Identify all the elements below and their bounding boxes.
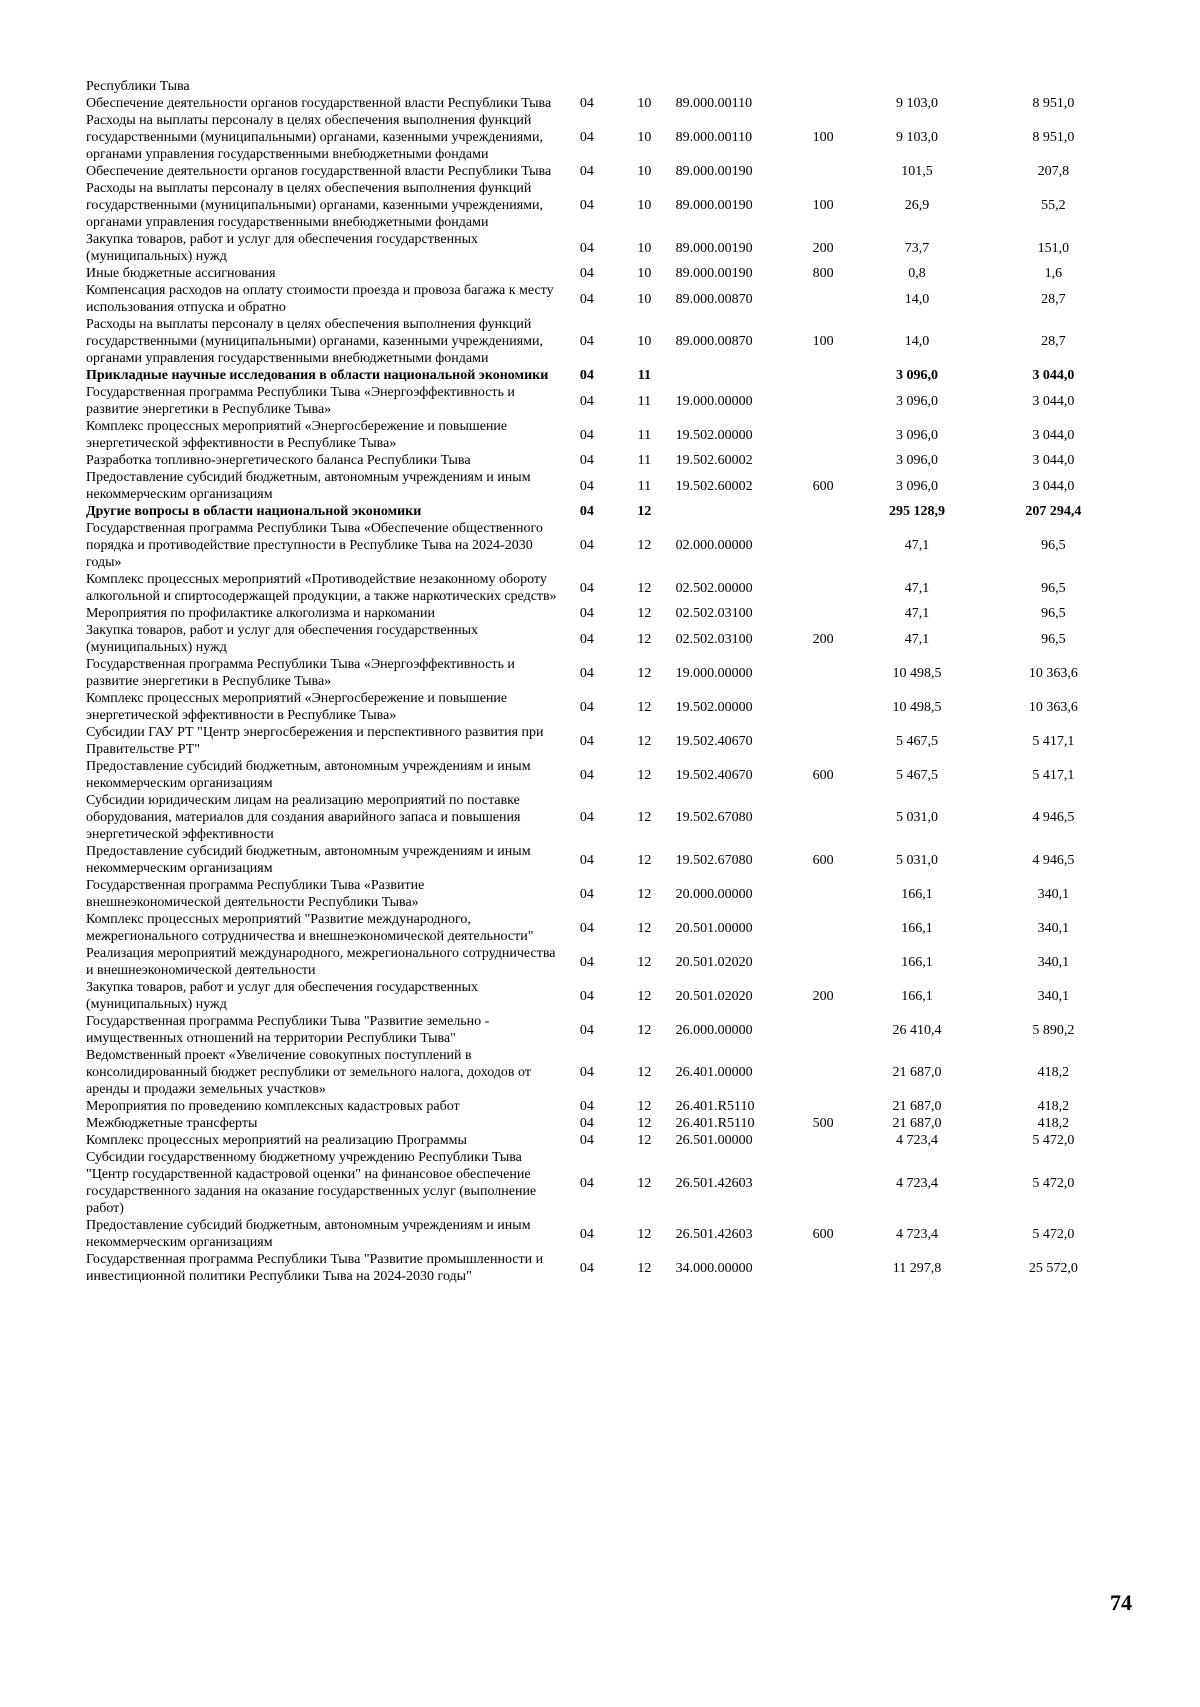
row-subsection: 10 <box>637 291 652 307</box>
row-expense-type <box>799 418 847 452</box>
table-row <box>86 469 1120 503</box>
row-section: 04 <box>579 1133 594 1148</box>
row-name: Закупка товаров, работ и услуг для обеспечения государственных (муниципальных) нужд <box>86 232 479 264</box>
row-expense-type <box>799 163 847 180</box>
row-name: Расходы на выплаты персоналу в целях обеспечения выполнения функций государственными (муниципальными) органами, казенными учреждениями, органами управления государственными внебюджетными фондами <box>86 317 543 366</box>
row-amount-year2: 96,5 <box>1041 631 1066 647</box>
row-name: Расходы на выплаты персоналу в целях обеспечения выполнения функций государственными (муниципальными) органами, казенными учреждениями, органами управления государственными внебюджетными фондами <box>86 113 543 162</box>
row-amount-year1: 3 096,0 <box>896 427 938 443</box>
row-subsection: 12 <box>637 504 652 519</box>
row-expense-type <box>799 1047 847 1098</box>
row-name: Государственная программа Республики Тыва "Развитие земельно - имущественных отношений на территории Республики Тыва" <box>86 1014 490 1046</box>
row-amount-year2: 1,6 <box>1044 266 1063 281</box>
row-amount-year1: 73,7 <box>904 240 930 256</box>
row-amount-year1 <box>847 78 986 95</box>
row-section: 04 <box>579 1175 594 1191</box>
row-name: Предоставление субсидий бюджетным, автономным учреждениям и иным некоммерческим организациям <box>86 759 531 791</box>
row-target-article: 34.000.00000 <box>675 1260 753 1276</box>
row-subsection: 12 <box>637 538 652 553</box>
row-amount-year1: 9 103,0 <box>896 130 938 145</box>
row-section: 04 <box>579 1099 594 1114</box>
row-subsection: 12 <box>637 852 652 868</box>
row-expense-type: 100 <box>812 198 834 213</box>
row-target-article: 19.502.40670 <box>675 733 753 749</box>
row-name: Межбюджетные трансферты <box>86 1116 258 1131</box>
table-row <box>86 316 1120 367</box>
row-name: Комплекс процессных мероприятий на реализацию Программы <box>86 1133 467 1148</box>
row-amount-year2: 418,2 <box>1037 1116 1070 1131</box>
row-name: Другие вопросы в области национальной экономики <box>86 504 422 519</box>
row-section: 04 <box>579 1226 594 1242</box>
row-amount-year1: 0,8 <box>908 266 926 281</box>
row-amount-year2: 96,5 <box>1041 580 1066 596</box>
row-target-article <box>676 503 799 520</box>
row-amount-year2: 418,2 <box>1037 1099 1070 1114</box>
row-target-article: 20.501.02020 <box>675 988 753 1004</box>
row-target-article: 89.000.00870 <box>675 291 753 307</box>
row-amount-year1: 3 096,0 <box>896 453 938 468</box>
row-expense-type <box>799 78 847 95</box>
row-amount-year1: 9 103,0 <box>896 96 938 111</box>
row-section: 04 <box>579 240 594 256</box>
row-expense-type <box>799 605 847 622</box>
table-row <box>86 163 1120 180</box>
row-target-article: 19.502.00000 <box>675 427 753 443</box>
row-subsection: 12 <box>637 1226 652 1242</box>
row-name: Комплекс процессных мероприятий «Энергосбережение и повышение энергетической эффективности в Республике Тыва» <box>86 419 508 451</box>
row-target-article: 89.000.00190 <box>675 198 753 213</box>
row-amount-year2: 28,7 <box>1041 291 1066 307</box>
row-target-article: 02.502.03100 <box>675 606 753 621</box>
row-amount-year1: 295 128,9 <box>889 504 945 519</box>
row-target-article: 02.502.00000 <box>675 580 753 596</box>
budget-table-body <box>86 78 1120 1285</box>
row-expense-type <box>799 690 847 724</box>
row-amount-year1: 4 723,4 <box>896 1133 938 1148</box>
table-row <box>86 78 1120 95</box>
row-section: 04 <box>579 733 594 749</box>
table-row <box>86 418 1120 452</box>
row-amount-year1: 47,1 <box>904 606 930 621</box>
table-row <box>86 112 1120 163</box>
row-amount-year1: 26 410,4 <box>892 1022 942 1038</box>
row-amount-year1: 5 467,5 <box>896 767 938 783</box>
row-expense-type <box>799 792 847 843</box>
row-target-article: 19.502.40670 <box>675 767 753 783</box>
row-target-article: 89.000.00190 <box>675 266 753 281</box>
row-amount-year2: 340,1 <box>1037 954 1070 970</box>
row-section: 04 <box>579 886 594 902</box>
row-target-article: 26.501.42603 <box>675 1226 753 1242</box>
row-name: Компенсация расходов на оплату стоимости проезда и провоза багажа к месту использования отпуска и обратно <box>86 283 554 315</box>
row-amount-year1: 166,1 <box>901 988 933 1004</box>
row-section: 04 <box>579 954 594 970</box>
row-expense-type <box>799 877 847 911</box>
row-subsection: 12 <box>637 580 652 596</box>
table-row <box>86 95 1120 112</box>
row-target-article: 26.501.00000 <box>675 1133 753 1148</box>
row-amount-year1: 3 096,0 <box>896 393 938 409</box>
row-amount-year1: 11 297,8 <box>892 1260 942 1276</box>
table-row <box>86 1098 1120 1115</box>
row-section: 04 <box>579 334 594 349</box>
row-name: Государственная программа Республики Тыва «Энергоэффективность и развитие энергетики в Республике Тыва» <box>86 385 515 417</box>
row-name: Обеспечение деятельности органов государственной власти Республики Тыва <box>86 164 552 179</box>
row-subsection: 10 <box>637 266 652 281</box>
row-amount-year1: 4 723,4 <box>896 1175 938 1191</box>
row-amount-year2: 5 472,0 <box>1032 1175 1075 1191</box>
row-subsection: 12 <box>637 920 652 936</box>
row-expense-type: 600 <box>812 852 834 868</box>
row-target-article: 19.000.00000 <box>675 665 753 681</box>
row-name: Государственная программа Республики Тыва «Энергоэффективность и развитие энергетики в Республике Тыва» <box>86 657 515 689</box>
row-target-article: 26.401.00000 <box>675 1065 753 1080</box>
table-row <box>86 979 1120 1013</box>
row-amount-year1: 4 723,4 <box>896 1226 938 1242</box>
row-target-article: 89.000.00870 <box>675 334 753 349</box>
row-amount-year1: 21 687,0 <box>892 1116 942 1131</box>
row-expense-type: 200 <box>812 240 834 256</box>
table-row <box>86 367 1120 384</box>
row-expense-type <box>799 367 847 384</box>
row-expense-type <box>799 656 847 690</box>
row-section: 04 <box>579 852 594 868</box>
row-subsection: 12 <box>637 886 652 902</box>
row-name: Закупка товаров, работ и услуг для обеспечения государственных (муниципальных) нужд <box>86 623 479 655</box>
row-amount-year2: 8 951,0 <box>1032 96 1075 111</box>
row-amount-year2: 10 363,6 <box>1028 665 1078 681</box>
row-amount-year2: 28,7 <box>1041 334 1066 349</box>
row-section: 04 <box>579 988 594 1004</box>
row-name: Обеспечение деятельности органов государственной власти Республики Тыва <box>86 96 552 111</box>
table-row <box>86 503 1120 520</box>
row-section: 04 <box>579 164 594 179</box>
row-amount-year2: 3 044,0 <box>1032 368 1075 383</box>
row-amount-year2: 4 946,5 <box>1032 810 1075 825</box>
row-amount-year2: 3 044,0 <box>1032 453 1075 468</box>
row-expense-type <box>799 520 847 571</box>
row-section: 04 <box>579 1116 594 1131</box>
row-target-article: 19.502.00000 <box>675 699 753 715</box>
row-section: 04 <box>579 266 594 281</box>
row-subsection: 10 <box>637 96 652 111</box>
row-target-article: 19.502.60002 <box>675 478 753 494</box>
row-amount-year2: 4 946,5 <box>1032 852 1075 868</box>
table-row <box>86 1149 1120 1217</box>
row-amount-year2: 96,5 <box>1041 538 1066 553</box>
row-amount-year1: 26,9 <box>904 198 930 213</box>
row-expense-type <box>799 724 847 758</box>
row-amount-year1: 47,1 <box>904 580 930 596</box>
row-section: 04 <box>579 504 594 519</box>
row-name: Закупка товаров, работ и услуг для обеспечения государственных (муниципальных) нужд <box>86 980 479 1012</box>
row-target-article: 89.000.00190 <box>675 240 753 256</box>
row-amount-year2: 3 044,0 <box>1032 478 1075 494</box>
row-amount-year2: 3 044,0 <box>1032 427 1075 443</box>
row-expense-type <box>799 1149 847 1217</box>
row-expense-type <box>799 1098 847 1115</box>
row-name: Иные бюджетные ассигнования <box>86 266 276 281</box>
row-amount-year1: 47,1 <box>904 631 930 647</box>
row-section: 04 <box>579 631 594 647</box>
row-subsection: 12 <box>637 767 652 783</box>
row-subsection: 12 <box>637 699 652 715</box>
row-amount-year2: 418,2 <box>1037 1065 1070 1080</box>
row-target-article: 26.401.R5110 <box>675 1099 755 1114</box>
row-target-article: 26.401.R5110 <box>675 1116 755 1131</box>
row-amount-year1: 21 687,0 <box>892 1099 942 1114</box>
row-target-article: 89.000.00110 <box>675 96 753 111</box>
row-expense-type: 100 <box>812 130 834 145</box>
row-amount-year1: 101,5 <box>901 164 933 179</box>
row-subsection: 10 <box>637 240 652 256</box>
table-row <box>86 571 1120 605</box>
row-target-article: 02.502.03100 <box>675 631 753 647</box>
row-section: 04 <box>579 478 594 494</box>
table-row <box>86 384 1120 418</box>
table-row <box>86 758 1120 792</box>
row-subsection: 12 <box>637 1116 652 1131</box>
page-number: 74 <box>1110 1590 1132 1615</box>
row-amount-year2: 5 417,1 <box>1032 767 1075 783</box>
row-expense-type <box>799 452 847 469</box>
row-amount-year1: 166,1 <box>901 954 933 970</box>
row-section: 04 <box>579 1065 594 1080</box>
row-subsection: 12 <box>637 733 652 749</box>
row-section: 04 <box>579 393 594 409</box>
table-row <box>86 1115 1120 1132</box>
row-subsection: 11 <box>637 368 651 383</box>
row-expense-type <box>799 571 847 605</box>
row-subsection: 12 <box>637 954 652 970</box>
row-section: 04 <box>579 920 594 936</box>
row-section: 04 <box>579 606 594 621</box>
table-row <box>86 231 1120 265</box>
row-amount-year1: 5 031,0 <box>896 852 938 868</box>
row-subsection: 10 <box>637 334 652 349</box>
table-row <box>86 1251 1120 1285</box>
row-amount-year1: 166,1 <box>901 886 933 902</box>
row-subsection: 10 <box>637 164 652 179</box>
row-expense-type: 600 <box>812 478 834 494</box>
row-subsection <box>613 78 676 95</box>
table-row <box>86 656 1120 690</box>
row-expense-type <box>799 945 847 979</box>
table-row <box>86 622 1120 656</box>
row-target-article <box>676 367 799 384</box>
row-section: 04 <box>579 130 594 145</box>
row-amount-year1: 10 498,5 <box>892 699 942 715</box>
row-amount-year1: 3 096,0 <box>896 478 938 494</box>
row-section: 04 <box>579 1260 594 1276</box>
row-section: 04 <box>579 810 594 825</box>
budget-table <box>86 78 1120 1285</box>
row-name: Республики Тыва <box>86 79 190 94</box>
row-name: Разработка топливно-энергетического баланса Республики Тыва <box>86 453 471 468</box>
table-row <box>86 877 1120 911</box>
table-row <box>86 1132 1120 1149</box>
row-subsection: 12 <box>637 606 652 621</box>
row-name: Реализация мероприятий международного, межрегионального сотрудничества и внешнеэкономической деятельности <box>86 946 556 978</box>
row-expense-type: 600 <box>812 767 834 783</box>
table-row <box>86 792 1120 843</box>
table-row <box>86 1217 1120 1251</box>
row-section: 04 <box>579 580 594 596</box>
row-section: 04 <box>579 699 594 715</box>
row-expense-type <box>799 503 847 520</box>
row-name: Ведомственный проект «Увеличение совокупных поступлений в консолидированный бюджет республики от земельного налога, доходов от аренды и продажи земельных участков» <box>86 1048 531 1097</box>
row-name: Предоставление субсидий бюджетным, автономным учреждениям и иным некоммерческим организациям <box>86 1218 531 1250</box>
row-expense-type <box>799 1251 847 1285</box>
table-row <box>86 452 1120 469</box>
row-expense-type <box>799 282 847 316</box>
row-amount-year2: 8 951,0 <box>1032 130 1075 145</box>
row-amount-year1: 5 467,5 <box>896 733 938 749</box>
row-name: Комплекс процессных мероприятий «Противодействие незаконному обороту алкогольной и спиртосодержащей продукции, а также наркотических средств» <box>86 572 557 604</box>
row-expense-type: 600 <box>812 1226 834 1242</box>
row-subsection: 12 <box>637 810 652 825</box>
row-amount-year1: 166,1 <box>901 920 933 936</box>
row-amount-year1: 47,1 <box>904 538 930 553</box>
row-name: Субсидии ГАУ РТ "Центр энергосбережения и перспективного развития при Правительстве РТ" <box>86 725 544 757</box>
table-row <box>86 1013 1120 1047</box>
row-target-article: 26.000.00000 <box>675 1022 753 1038</box>
row-name: Мероприятия по профилактике алкоголизма и наркомании <box>86 606 435 621</box>
row-subsection: 11 <box>637 478 652 494</box>
row-amount-year2: 340,1 <box>1037 988 1070 1004</box>
row-target-article: 26.501.42603 <box>675 1175 753 1191</box>
row-expense-type: 200 <box>812 988 834 1004</box>
row-section: 04 <box>579 665 594 681</box>
row-name: Предоставление субсидий бюджетным, автономным учреждениям и иным некоммерческим организациям <box>86 470 531 502</box>
row-amount-year1: 14,0 <box>904 291 930 307</box>
row-target-article: 19.502.60002 <box>675 453 753 468</box>
row-section: 04 <box>579 198 594 213</box>
table-row <box>86 180 1120 231</box>
row-subsection: 12 <box>637 631 652 647</box>
row-section: 04 <box>579 427 594 443</box>
row-name: Государственная программа Республики Тыва «Обеспечение общественного порядка и противодействие преступности в Республике Тыва на 2024-2030 годы» <box>86 521 543 570</box>
row-subsection: 12 <box>637 1065 652 1080</box>
row-target-article <box>676 78 799 95</box>
row-subsection: 12 <box>637 1099 652 1114</box>
row-target-article: 02.000.00000 <box>675 538 753 553</box>
row-name: Комплекс процессных мероприятий «Энергосбережение и повышение энергетической эффективности в Республике Тыва» <box>86 691 508 723</box>
row-amount-year2: 340,1 <box>1037 886 1070 902</box>
row-name: Прикладные научные исследования в области национальной экономики <box>86 368 549 383</box>
row-target-article: 89.000.00190 <box>675 164 753 179</box>
table-row <box>86 605 1120 622</box>
row-section: 04 <box>579 538 594 553</box>
row-name: Мероприятия по проведению комплексных кадастровых работ <box>86 1099 460 1114</box>
row-subsection: 12 <box>637 1260 652 1276</box>
row-target-article: 20.501.00000 <box>675 920 753 936</box>
row-target-article: 89.000.00110 <box>675 130 753 145</box>
table-row <box>86 690 1120 724</box>
row-amount-year1: 5 031,0 <box>896 810 938 825</box>
row-subsection: 10 <box>637 198 652 213</box>
table-row <box>86 1047 1120 1098</box>
row-name: Государственная программа Республики Тыва "Развитие промышленности и инвестиционной политики Республики Тыва на 2024-2030 годы" <box>86 1252 544 1284</box>
row-amount-year2: 207 294,4 <box>1025 504 1082 519</box>
row-section: 04 <box>579 96 594 111</box>
row-amount-year2: 207,8 <box>1037 164 1070 179</box>
row-target-article: 20.000.00000 <box>675 886 753 902</box>
row-amount-year2: 5 472,0 <box>1032 1226 1075 1242</box>
row-subsection: 12 <box>637 988 652 1004</box>
row-expense-type <box>799 1013 847 1047</box>
row-subsection: 10 <box>637 130 652 145</box>
row-subsection: 11 <box>637 453 652 468</box>
row-subsection: 12 <box>637 1133 652 1148</box>
row-section: 04 <box>579 368 594 383</box>
row-amount-year2: 5 472,0 <box>1032 1133 1075 1148</box>
row-amount-year1: 10 498,5 <box>892 665 942 681</box>
row-target-article: 19.502.67080 <box>675 852 753 868</box>
row-expense-type <box>799 1132 847 1149</box>
row-expense-type <box>799 95 847 112</box>
table-row <box>86 520 1120 571</box>
row-amount-year2: 5 417,1 <box>1032 733 1075 749</box>
row-amount-year2: 55,2 <box>1041 198 1066 213</box>
row-subsection: 11 <box>637 427 652 443</box>
row-name: Субсидии юридическим лицам на реализацию мероприятий по поставке оборудования, материалов для создания аварийного запаса и повышения энергетической эффективности <box>86 793 521 842</box>
row-expense-type: 500 <box>812 1116 834 1131</box>
row-name: Расходы на выплаты персоналу в целях обеспечения выполнения функций государственными (муниципальными) органами, казенными учреждениями, органами управления государственными внебюджетными фондами <box>86 181 543 230</box>
row-subsection: 12 <box>637 1022 652 1038</box>
row-expense-type: 800 <box>812 266 834 281</box>
row-amount-year2: 10 363,6 <box>1028 699 1078 715</box>
row-target-article: 20.501.02020 <box>675 954 753 970</box>
row-subsection: 12 <box>637 665 652 681</box>
table-row <box>86 945 1120 979</box>
row-amount-year2: 340,1 <box>1037 920 1070 936</box>
row-subsection: 11 <box>637 393 652 409</box>
row-section: 04 <box>579 1022 594 1038</box>
row-amount-year1: 14,0 <box>904 334 930 349</box>
table-row <box>86 282 1120 316</box>
row-amount-year2 <box>987 78 1120 95</box>
row-target-article: 19.502.67080 <box>675 810 753 825</box>
row-expense-type <box>799 911 847 945</box>
row-expense-type: 200 <box>812 631 834 647</box>
row-amount-year1: 3 096,0 <box>896 368 938 383</box>
row-section <box>561 78 614 95</box>
row-amount-year2: 96,5 <box>1041 606 1066 621</box>
row-name: Комплекс процессных мероприятий "Развитие международного, межрегионального сотрудничества и внешнеэкономической деятельности" <box>86 912 534 944</box>
row-expense-type <box>799 384 847 418</box>
table-row <box>86 843 1120 877</box>
row-expense-type: 100 <box>812 334 834 349</box>
row-section: 04 <box>579 453 594 468</box>
table-row <box>86 265 1120 282</box>
row-name: Предоставление субсидий бюджетным, автономным учреждениям и иным некоммерческим организациям <box>86 844 531 876</box>
row-name: Государственная программа Республики Тыва «Развитие внешнеэкономической деятельности Республики Тыва» <box>86 878 425 910</box>
table-row <box>86 911 1120 945</box>
row-name: Субсидии государственному бюджетному учреждению Республики Тыва "Центр государственной кадастровой оценки" на финансовое обеспечение государственного задания на оказание государственных услуг (выполнение работ) <box>86 1150 537 1216</box>
row-amount-year2: 5 890,2 <box>1032 1022 1075 1038</box>
row-amount-year1: 21 687,0 <box>892 1065 942 1080</box>
row-section: 04 <box>579 767 594 783</box>
row-amount-year2: 25 572,0 <box>1028 1260 1078 1276</box>
row-subsection: 12 <box>637 1175 652 1191</box>
table-row <box>86 724 1120 758</box>
row-amount-year2: 151,0 <box>1037 240 1070 256</box>
row-section: 04 <box>579 291 594 307</box>
row-target-article: 19.000.00000 <box>675 393 753 409</box>
row-amount-year2: 3 044,0 <box>1032 393 1075 409</box>
